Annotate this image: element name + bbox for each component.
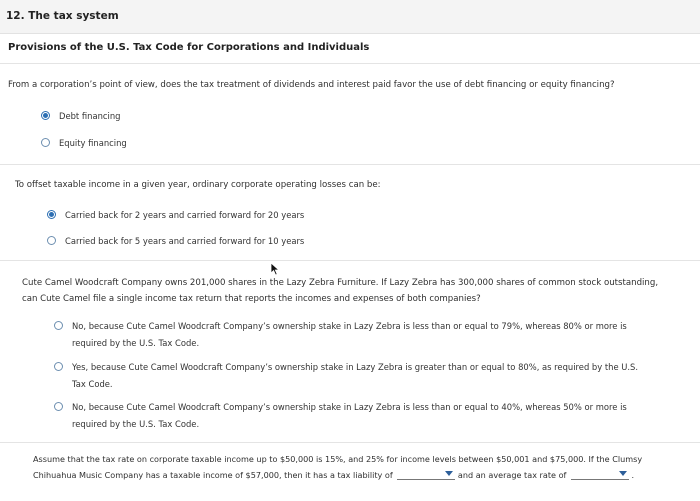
question-divider bbox=[0, 442, 700, 443]
question-4-text-part-b: and an average tax rate of bbox=[457, 470, 567, 480]
question-3-text-line2: can Cute Camel file a single income tax return that reports the incomes and expenses of both companies? bbox=[22, 294, 481, 304]
q3-option-yes-80[interactable] bbox=[54, 359, 638, 392]
question-divider bbox=[0, 260, 700, 261]
q3-option-label-line1: No, because Cute Camel Woodcraft Company’s ownership stake in Lazy Zebra is less than or equal to 40%, whereas 50% or more is bbox=[72, 402, 627, 412]
section-divider bbox=[0, 63, 700, 64]
q3-option-label bbox=[72, 359, 638, 392]
q3-option-label-line2: required by the U.S. Tax Code. bbox=[72, 418, 200, 429]
radio-unselected-icon[interactable] bbox=[54, 321, 63, 330]
question-2-text: To offset taxable income in a given year, ordinary corporate operating losses can be: bbox=[15, 180, 381, 190]
q3-option-label-line2: required by the U.S. Tax Code. bbox=[72, 337, 200, 348]
radio-unselected-icon[interactable] bbox=[54, 362, 63, 371]
question-4-text-line1: Assume that the tax rate on corporate taxable income up to $50,000 is 15%, and 25% for income levels between $50,001 and $75,000. If the Clumsy bbox=[33, 454, 643, 464]
q3-option-label bbox=[72, 318, 627, 351]
radio-unselected-icon[interactable] bbox=[54, 402, 63, 411]
radio-unselected-icon[interactable] bbox=[47, 236, 56, 245]
question-3-text-line1: Cute Camel Woodcraft Company owns 201,000 shares in the Lazy Zebra Furniture. If Lazy Zebra has 300,000 shares of common stock outstanding, bbox=[22, 278, 659, 288]
question-divider bbox=[0, 164, 700, 165]
q1-option-debt[interactable] bbox=[41, 108, 120, 125]
question-1-text: From a corporation’s point of view, does the tax treatment of dividends and interest paid favor the use of debt financing or equity financing? bbox=[8, 80, 615, 90]
radio-unselected-icon[interactable] bbox=[41, 138, 50, 147]
q2-option-2-20[interactable] bbox=[47, 207, 304, 224]
q3-option-no-79[interactable] bbox=[54, 318, 627, 351]
question-title: 12. The tax system bbox=[6, 10, 119, 22]
q3-option-label-line1: No, because Cute Camel Woodcraft Company’s ownership stake in Lazy Zebra is less than or equal to 79%, whereas 80% or more is bbox=[72, 321, 627, 331]
q3-option-label-line1: Yes, because Cute Camel Woodcraft Company’s ownership stake in Lazy Zebra is greater than or equal to 80%, as required by the U.S. bbox=[72, 362, 639, 372]
question-4-text-line2 bbox=[33, 467, 634, 483]
average-tax-rate-dropdown[interactable] bbox=[571, 469, 629, 480]
question-4-text-part-c: . bbox=[631, 470, 635, 480]
q1-option-label: Equity financing bbox=[59, 138, 127, 148]
q3-option-label bbox=[72, 399, 627, 432]
question-4-text-part-a: Chihuahua Music Company has a taxable income of $57,000, then it has a tax liability of bbox=[33, 470, 393, 480]
q1-option-equity[interactable] bbox=[41, 135, 127, 152]
q2-option-label: Carried back for 5 years and carried forward for 10 years bbox=[65, 236, 305, 246]
radio-selected-icon[interactable] bbox=[47, 210, 56, 219]
q3-option-label-line2: Tax Code. bbox=[72, 378, 113, 389]
q1-option-label: Debt financing bbox=[59, 111, 121, 121]
dropdown-caret-icon[interactable] bbox=[619, 471, 627, 476]
radio-selected-icon[interactable] bbox=[41, 111, 50, 120]
q3-option-no-40[interactable] bbox=[54, 399, 627, 432]
mouse-pointer-icon bbox=[270, 262, 280, 276]
dropdown-caret-icon[interactable] bbox=[445, 471, 453, 476]
section-title: Provisions of the U.S. Tax Code for Corporations and Individuals bbox=[8, 42, 370, 53]
q2-option-5-10[interactable] bbox=[47, 233, 304, 250]
question-header bbox=[0, 0, 700, 34]
tax-liability-dropdown[interactable] bbox=[397, 469, 455, 480]
q2-option-label: Carried back for 2 years and carried forward for 20 years bbox=[65, 210, 305, 220]
